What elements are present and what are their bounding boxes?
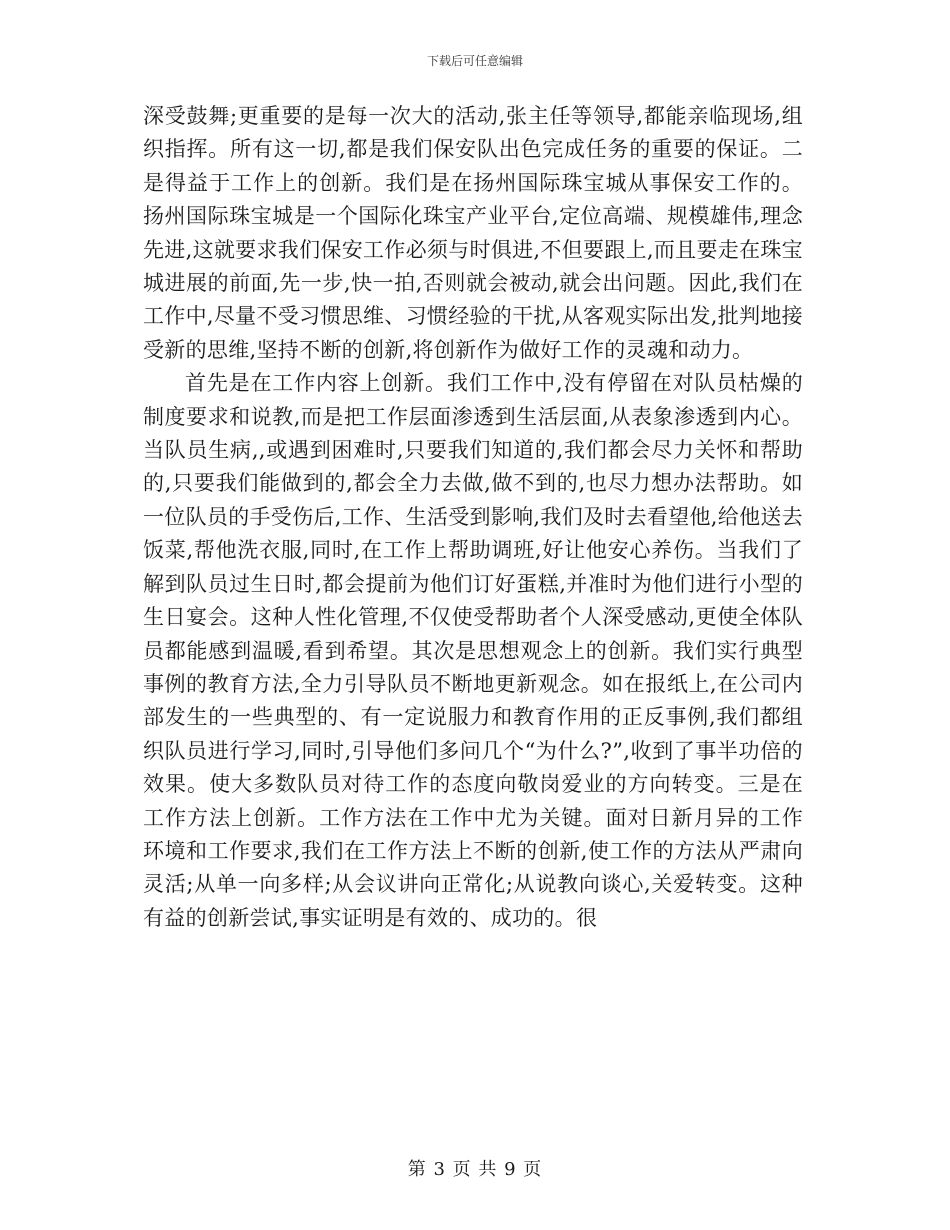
document-body	[143, 100, 803, 935]
paragraph-1: 深受鼓舞;更重要的是每一次大的活动,张主任等领导,都能亲临现场,组织指挥。所有这一切,都是我们保安队出色完成任务的重要的保证。二是得益于工作上的创新。我们是在扬州国际珠宝城从事保安工作的。扬州国际珠宝城是一个国际化珠宝产业平台,定位高端、规模雄伟,理念先进,这就要求我们保安工作必须与时俱进,不但要跟上,而且要走在珠宝城进展的前面,先一步,快一拍,否则就会被动,就会出问题。因此,我们在工作中,尽量不受习惯思维、习惯经验的干扰,从客观实际出发,批判地接受新的思维,坚持不断的创新,将创新作为做好工作的灵魂和动力。	[143, 104, 803, 362]
paragraph-2: 首先是在工作内容上创新。我们工作中,没有停留在对队员枯燥的制度要求和说教,而是把工作层面渗透到生活层面,从表象渗透到内心。当队员生病,,或遇到困难时,只要我们知道的,我们都会尽力关怀和帮助的,只要我们能做到的,都会全力去做,做不到的,也尽力想办法帮助。如一位队员的手受伤后,工作、生活受到影响,我们及时去看望他,给他送去饭菜,帮他洗衣服,同时,在工作上帮助调班,好让他安心养伤。当我们了解到队员过生日时,都会提前为他们订好蛋糕,并准时为他们进行小型的生日宴会。这种人性化管理,不仅使受帮助者个人深受感动,更使全体队员都能感到温暖,看到希望。其次是思想观念上的创新。我们实行典型事例的教育方法,全力引导队员不断地更新观念。如在报纸上,在公司内部发生的一些典型的、有一定说服力和教育作用的正反事例,我们都组织队员进行学习,同时,引导他们多问几个“为什么?”,收到了事半功倍的效果。使大多数队员对待工作的态度向敬岗爱业的方向转变。三是在工作方法上创新。工作方法在工作中尤为关键。面对日新月异的工作环境和工作要求,我们在工作方法上不断的创新,使工作的方法从严肃向灵活;从单一向多样;从会议讲向正常化;从说教向谈心,关爱转变。这种有益的创新尝试,事实证明是有效的、成功的。很	[143, 371, 803, 930]
page-header: 下载后可任意编辑	[426, 54, 523, 68]
page-number: 第 3 页 共 9 页	[407, 1159, 543, 1180]
